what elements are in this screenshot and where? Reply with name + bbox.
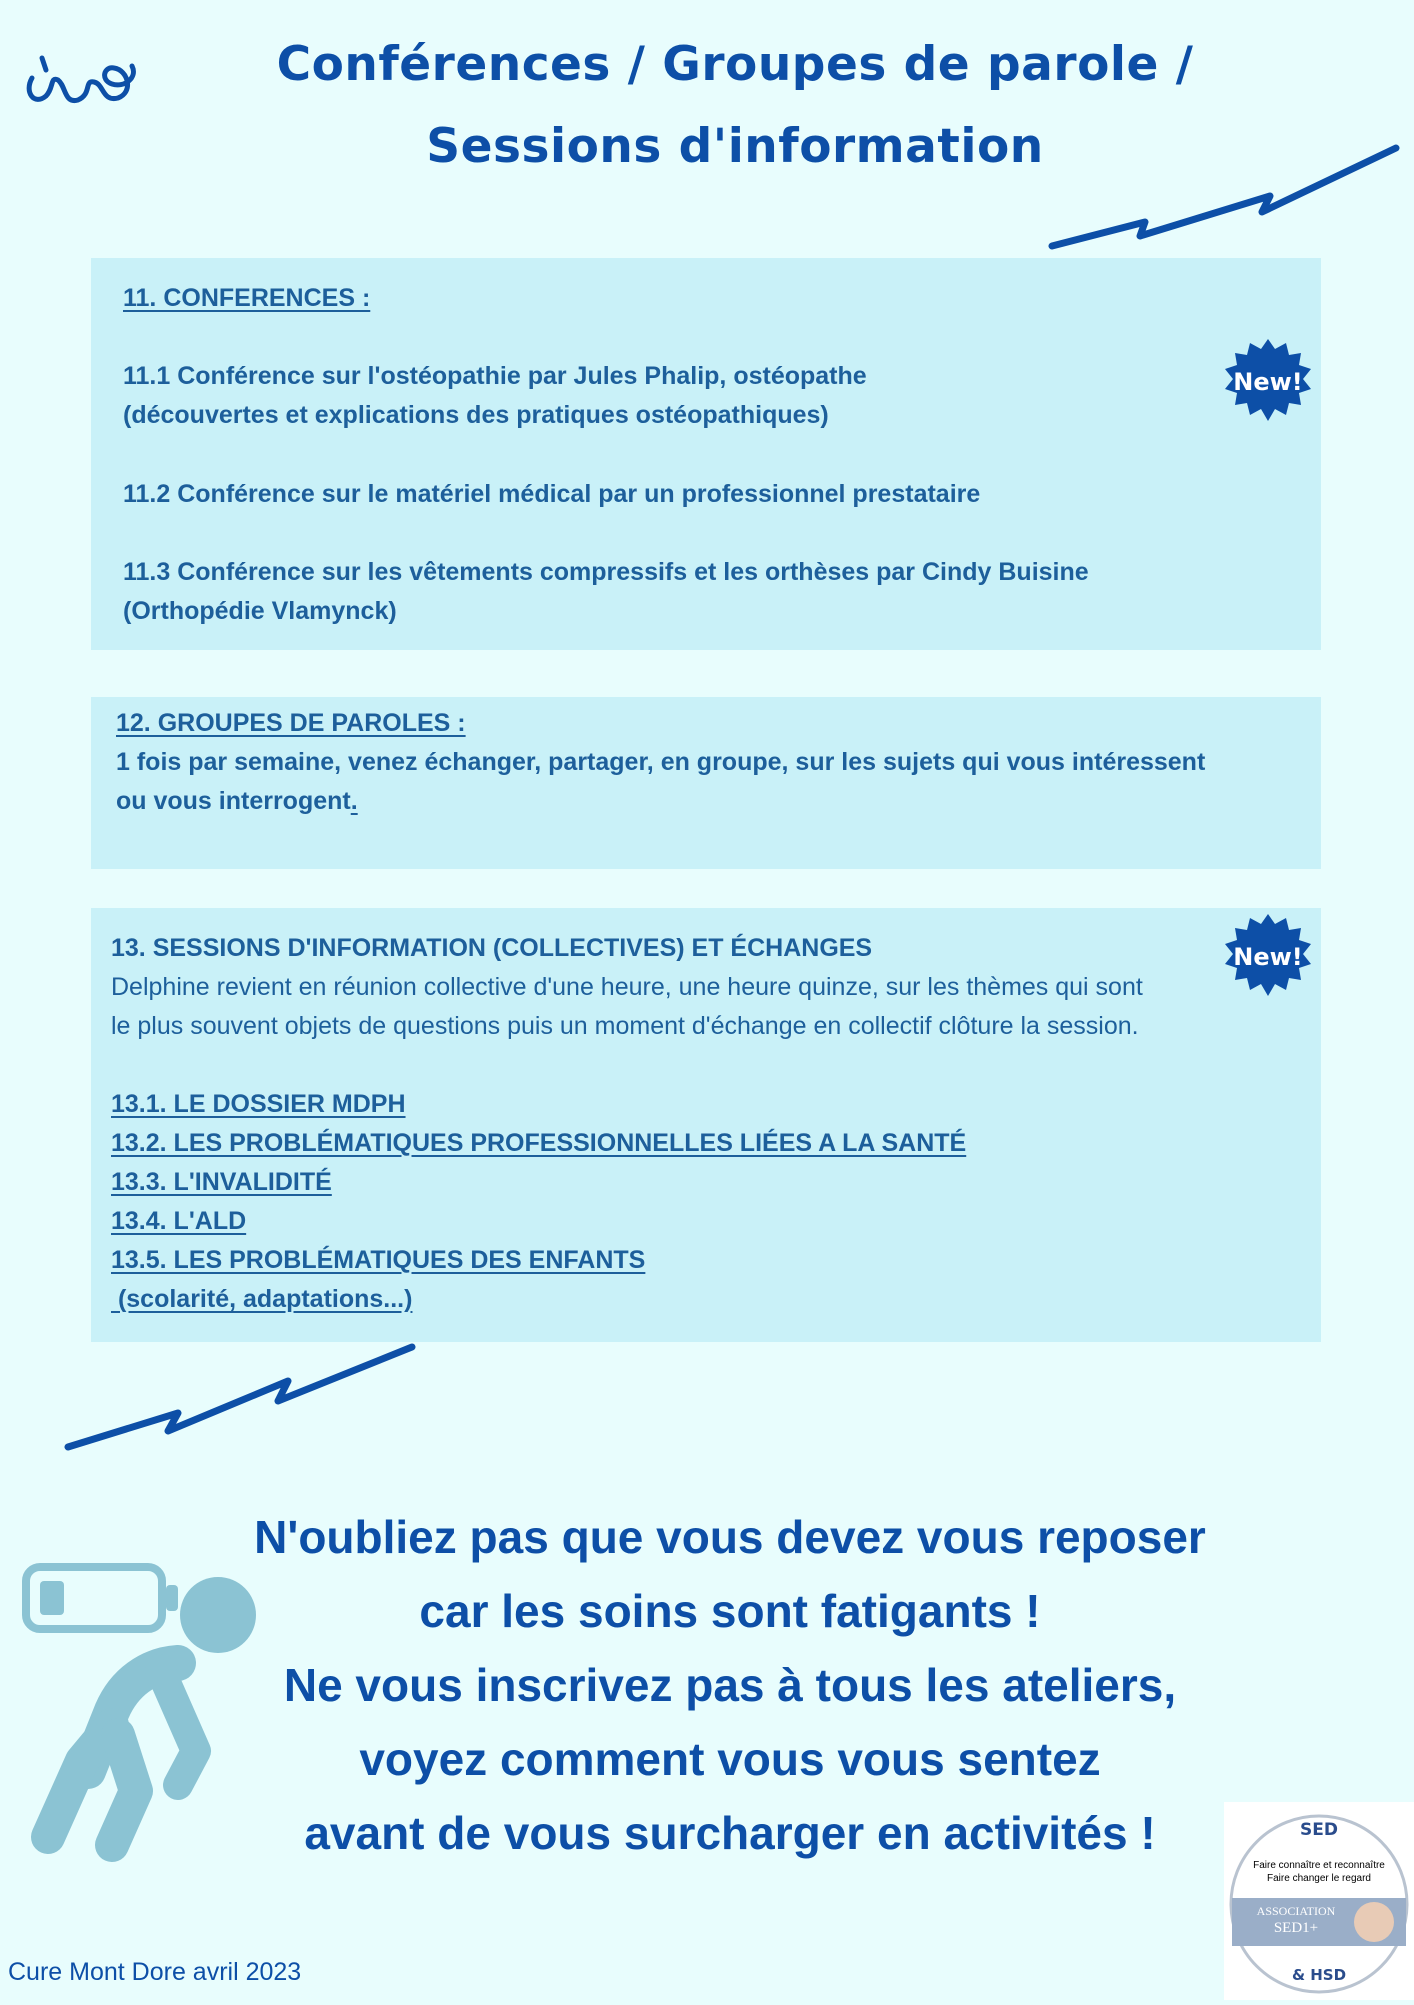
- new-badge-conferences: [1223, 337, 1313, 427]
- conference-item-3-line-2: (Orthopédie Vlamynck): [123, 597, 397, 625]
- new-badge-sessions: [1223, 912, 1313, 1002]
- message-line-5: avant de vous surcharger en activités !: [304, 1807, 1156, 1859]
- groupes-text-line-2-main: ou vous interrogent: [116, 787, 351, 815]
- new-badge-text: New!: [1233, 943, 1303, 971]
- sessions-panel: [91, 908, 1321, 1342]
- message-line-3: Ne vous inscrivez pas à tous les ateliers,: [283, 1659, 1177, 1711]
- message-line-1: N'oubliez pas que vous devez vous reposer: [254, 1511, 1206, 1563]
- conference-item-1-line-2: (découvertes et explications des pratiques ostéopathiques): [123, 401, 829, 429]
- logo-tagline-2: Faire changer le regard: [1267, 1873, 1371, 1884]
- groupes-panel: [91, 697, 1321, 869]
- sessions-desc-line-1: Delphine revient en réunion collective d'une heure, une heure quinze, sur les thèmes qui sont: [111, 973, 1143, 1001]
- zigzag-line-icon: [60, 1335, 430, 1455]
- logo-assoc-2: SED1+: [1273, 1920, 1319, 1936]
- groupes-text-line-2-end: .: [350, 787, 358, 815]
- scribble-doodle-icon: [20, 40, 140, 110]
- logo-top-text: SED: [1300, 1820, 1338, 1840]
- footer-text: Cure Mont Dore avril 2023: [8, 1958, 302, 1986]
- session-topic-2: 13.2. LES PROBLÉMATIQUES PROFESSIONNELLES LIÉES A LA SANTÉ: [111, 1129, 967, 1157]
- conference-item-1-line-1: 11.1 Conférence sur l'ostéopathie par Jules Phalip, ostéopathe: [123, 362, 867, 390]
- session-topic-3: 13.3. L'INVALIDITÉ: [111, 1168, 332, 1196]
- title-line-2: Sessions d'information: [426, 119, 1044, 174]
- sessions-desc-line-2: le plus souvent objets de questions puis un moment d'échange en collectif clôture la session.: [111, 1012, 1139, 1040]
- session-topic-4: 13.4. L'ALD: [111, 1207, 247, 1235]
- message-line-4: voyez comment vous vous sentez: [359, 1733, 1101, 1785]
- sessions-heading: 13. SESSIONS D'INFORMATION (COLLECTIVES) ET ÉCHANGES: [111, 934, 873, 962]
- rest-reminder-message: [180, 1500, 1280, 1870]
- session-topic-5-detail: (scolarité, adaptations...): [111, 1285, 413, 1313]
- logo-assoc-1: ASSOCIATION: [1256, 1904, 1336, 1918]
- association-logo: [1224, 1802, 1414, 2000]
- message-line-2: car les soins sont fatigants !: [419, 1585, 1041, 1637]
- logo-tagline-1: Faire connaître et reconnaître: [1253, 1860, 1385, 1871]
- logo-bottom-text: & HSD: [1291, 1966, 1347, 1984]
- session-topic-5: 13.5. LES PROBLÉMATIQUES DES ENFANTS: [111, 1246, 646, 1274]
- groupes-text-line-2: [116, 787, 358, 816]
- title-line-1: Conférences / Groupes de parole /: [276, 37, 1194, 92]
- conferences-panel: [91, 258, 1321, 650]
- conference-item-3-line-1: 11.3 Conférence sur les vêtements compressifs et les orthèses par Cindy Buisine: [123, 558, 1089, 586]
- new-badge-text: New!: [1233, 368, 1303, 396]
- groupes-heading: 12. GROUPES DE PAROLES :: [116, 709, 466, 737]
- conferences-heading: 11. CONFERENCES :: [123, 284, 371, 312]
- session-topic-1: 13.1. LE DOSSIER MDPH: [111, 1090, 406, 1118]
- conference-item-2: 11.2 Conférence sur le matériel médical par un professionnel prestataire: [123, 480, 981, 508]
- zigzag-line-icon: [1040, 140, 1410, 260]
- groupes-text-line-1: 1 fois par semaine, venez échanger, partager, en groupe, sur les sujets qui vous intéressent: [116, 748, 1206, 776]
